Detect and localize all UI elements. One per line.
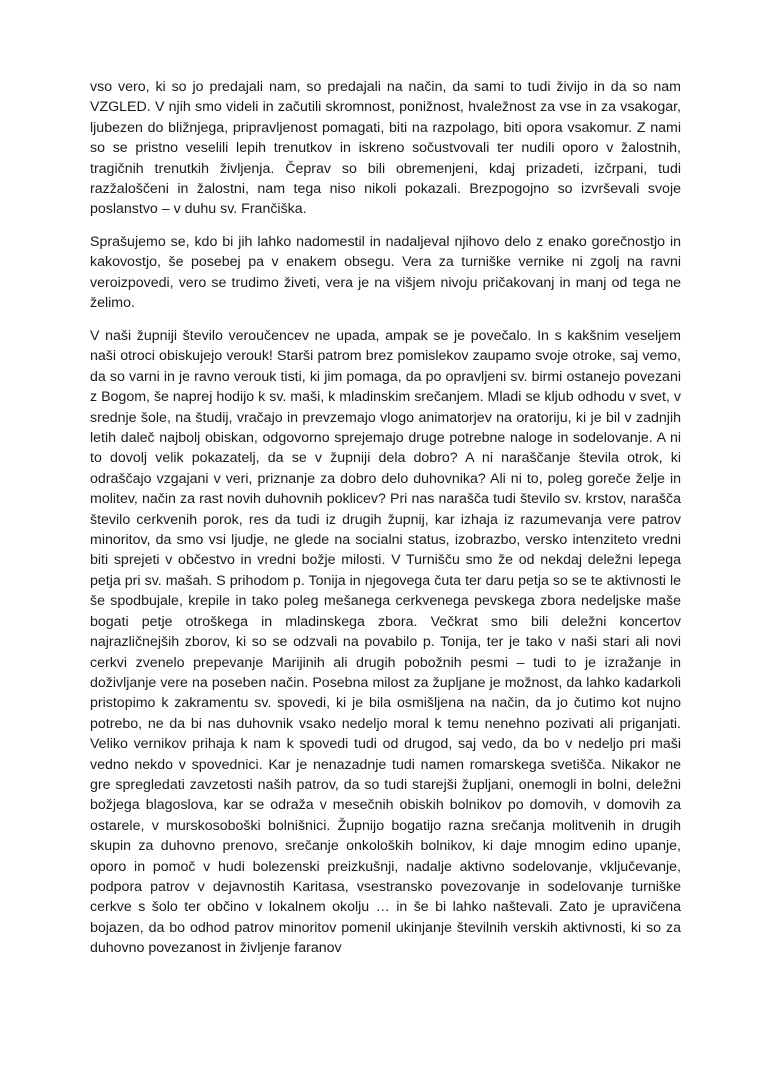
paragraph-2: Sprašujemo se, kdo bi jih lahko nadomestil in nadaljeval njihovo delo z enako gorečnostjo in kakovostjo, še posebej pa v enakem obsegu. Vera za turniške vernike ni zgolj na ravni veroizpovedi, vero se trudimo živeti, vera je na višjem nivoju pričakovanj in manj od tega ne želimo.	[90, 234, 681, 312]
paragraph-3: V naši župniji število veroučencev ne upada, ampak se je povečalo. In s kakšnim veseljem naši otroci obiskujejo verouk! Starši patrom brez pomislekov zaupamo svoje otroke, saj vemo, da so varni in je ravno verouk tisti, ki jim pomaga, da po opravljeni sv. birmi ostanejo povezani z Bogom, še naprej hodijo k sv. maši, k mladinskim srečanjem. Mladi se kljub odhodu v svet, v srednje šole, na študij, vračajo in prevzemajo vlogo animatorjev na oratoriju, ki je bil v zadnjih letih daleč najbolj obiskan, odgovorno sprejemajo druge potrebne naloge in sodelovanje. A ni to dovolj velik pokazatelj, da se v župniji dela dobro? A ni naraščanje števila otrok, ki odraščajo vzgajani v veri, priznanje za dobro delo duhovnika? Ali ni to, poleg goreče želje in molitev, način za rast novih duhovnih poklicev? Pri nas narašča tudi število sv. krstov, narašča število cerkvenih porok, res da tudi iz drugih župnij, kar izhaja iz razumevanja vere patrov minoritov, da smo vsi ljudje, ne glede na socialni status, izobrazbo, versko intenziteto vredni biti sprejeti v občestvo in vredni božje milosti. V Turnišču smo že od nekdaj deležni lepega petja pri sv. mašah. S prihodom p. Tonija in njegovega čuta ter daru petja so se te aktivnosti le še spodbujale, krepile in tako poleg mešanega cerkvenega pevskega zbora nedeljske maše bogati petje otroškega in mladinskega zbora. Večkrat smo bili deležni koncertov najrazličnejših zborov, ki so se odzvali na povabilo p. Tonija, ter je tako v naši stari ali novi cerkvi zvenelo prepevanje Marijinih ali drugih pobožnih pesmi – tudi to je izražanje in doživljanje vere na poseben način. Posebna milost za župljane je možnost, da lahko kadarkoli pristopimo k zakramentu sv. spovedi, ki je bila osmišljena na način, da jo čutimo kot nujno potrebo, ne da bi nas duhovnik vsako nedeljo moral k temu nenehno pozivati ali priganjati. Veliko vernikov prihaja k nam k spovedi tudi od drugod, saj vedo, da bo v nedeljo pri maši vedno nekdo v spovednici. Kar je nenazadnje tudi namen romarskega svetišča. Nikakor ne gre spregledati zavzetosti naših patrov, da so tudi starejši župljani, onemogli in bolni, deležni božjega blagoslova, kar se odraža v mesečnih obiskih bolnikov po domovih, v domovih za ostarele, v murskosoboški bolnišnici. Župnijo bogatijo razna srečanja molitvenih in drugih skupin za duhovno prenovo, srečanje onkoloških bolnikov, ki daje mnogim edino upanje, oporo in pomoč v hudi bolezenski preizkušnji, nadalje aktivno sodelovanje, vključevanje, podpora patrov v dejavnostih Karitasa, vsestransko povezovanje in sodelovanje turniške cerkve s šolo ter občino v lokalnem okolju … in še bi lahko naštevali. Zato je upravičena bojazen, da bo odhod patrov minoritov pomenil ukinjanje številnih verskih aktivnosti, ki so za duhovno povezanost in življenje faranov	[90, 328, 681, 957]
paragraph-1: vso vero, ki so jo predajali nam, so predajali na način, da sami to tudi živijo in da so nam VZGLED. V njih smo videli in začutili skromnost, ponižnost, hvaležnost za vse in za vsakogar, ljubezen do bližnjega, pripravljenost pomagati, biti na razpolago, biti opora vsakomur. Z nami so se pristno veselili lepih trenutkov in iskreno sočustvovali ter nudili oporo v žalostnih, tragičnih trenutkih življenja. Čeprav so bili obremenjeni, kdaj prizadeti, izčrpani, tudi razžaloščeni in žalostni, nam tega niso nikoli pokazali. Brezpogojno so izvrševali svoje poslanstvo – v duhu sv. Frančiška.	[90, 79, 681, 218]
